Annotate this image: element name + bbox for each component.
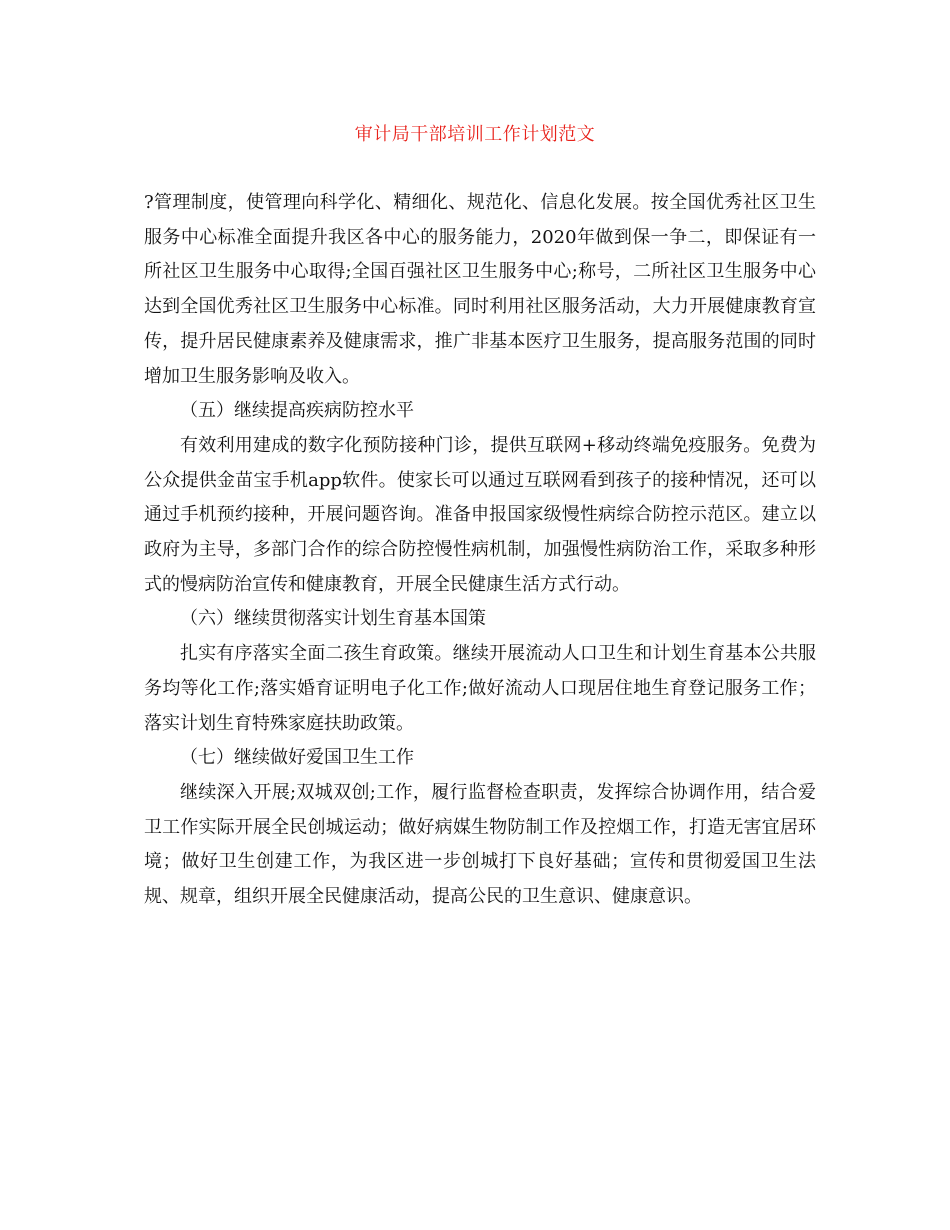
body-paragraph: 扎实有序落实全面二孩生育政策。继续开展流动人口卫生和计划生育基本公共服务均等化工作;落实婚育证明电子化工作;做好流动人口现居住地生育登记服务工作；落实计划生育特殊家庭扶助政策。 (144, 643, 816, 734)
body-paragraph: 继续深入开展;双城双创;工作，履行监督检查职责，发挥综合协调作用，结合爱卫工作实际开展全民创城运动；做好病媒生物防制工作及控烟工作，打造无害宜居环境；做好卫生创建工作，为我区进一步创城打下良好基础；宣传和贯彻爱国卫生法规、规章，组织开展全民健康活动，提高公民的卫生意识、健康意识。 (144, 781, 816, 908)
document-title: 审计局干部培训工作计划范文 (354, 124, 596, 145)
body-paragraph: ?管理制度，使管理向科学化、精细化、规范化、信息化发展。按全国优秀社区卫生服务中心标准全面提升我区各中心的服务能力，2020年做到保一争二，即保证有一所社区卫生服务中心取得;全国百强社区卫生服务中心;称号，二所社区卫生服务中心达到全国优秀社区卫生服务中心标准。同时利用社区服务活动，大力开展健康教育宣传，提升居民健康素养及健康需求，推广非基本医疗卫生服务，提高服务范围的同时增加卫生服务影响及收入。 (144, 192, 816, 387)
body-paragraph: 有效利用建成的数字化预防接种门诊，提供互联网+移动终端免疫服务。免费为公众提供金苗宝手机app软件。使家长可以通过互联网看到孩子的接种情况，还可以通过手机预约接种，开展问题咨询。准备申报国家级慢性病综合防控示范区。建立以政府为主导，多部门合作的综合防控慢性病机制，加强慢性病防治工作，采取多种形式的慢病防治宣传和健康教育，开展全民健康生活方式行动。 (144, 434, 816, 595)
document-body (144, 186, 816, 915)
section-heading: （五）继续提高疾病防控水平 (180, 400, 414, 422)
section-heading: （六）继续贯彻落实计划生育基本国策 (180, 608, 486, 630)
section-heading: （七）继续做好爱国卫生工作 (180, 747, 414, 769)
